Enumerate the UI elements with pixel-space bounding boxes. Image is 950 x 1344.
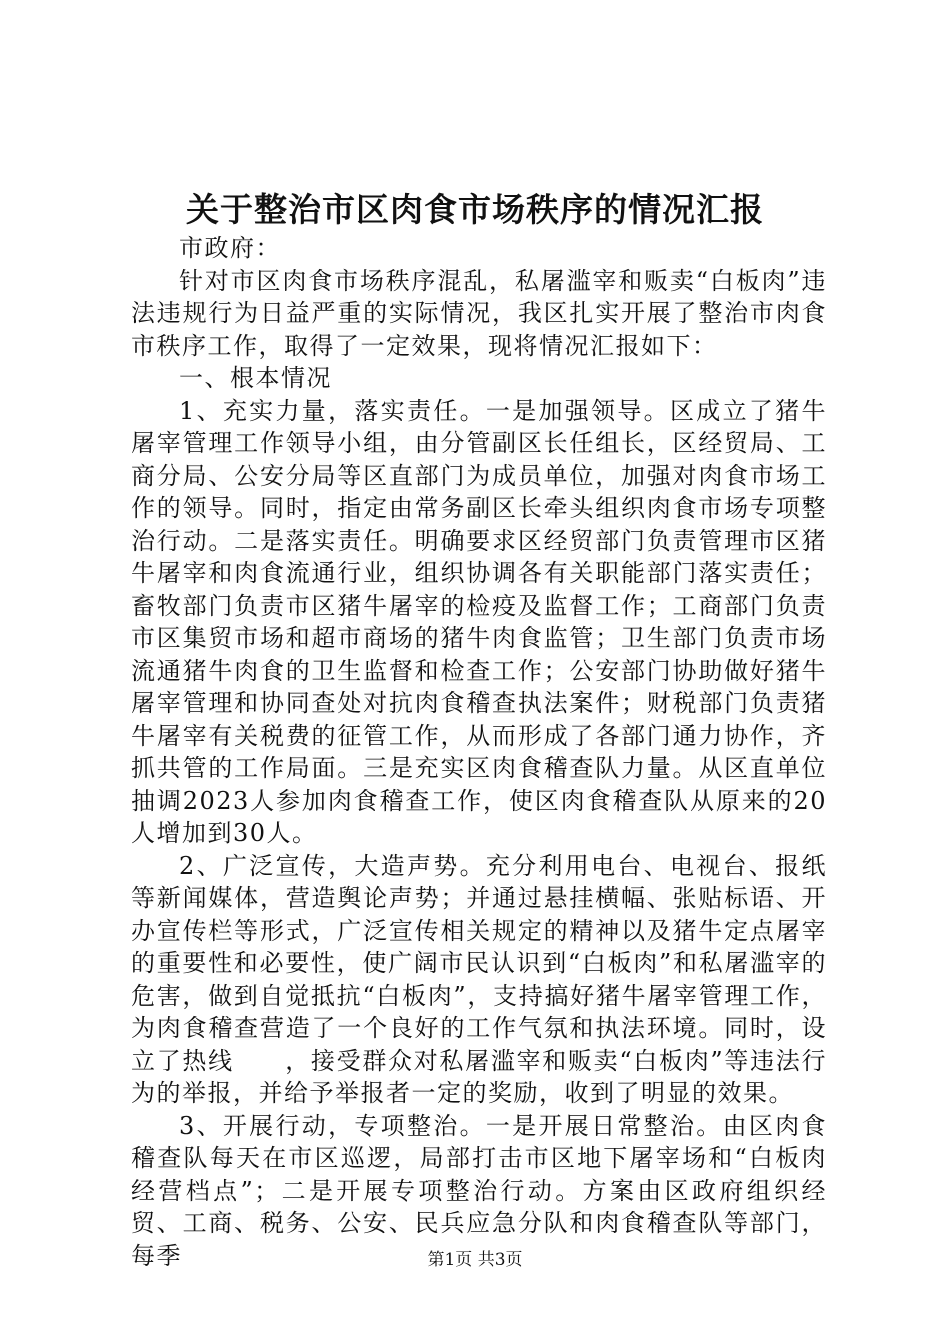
salutation: 市政府： [179,234,281,262]
paragraph-item-2: 2、广泛宣传，大造声势。充分利用电台、电视台、报纸等新闻媒体，营造舆论声势；并通过悬挂横幅、张贴标语、开办宣传栏等形式，广泛宣传相关规定的精神以及猪牛定点屠宰的重要性和必要性，使广阔市民认识到“白板肉”和私屠滥宰的危害，做到自觉抵抗“白板肉”，支持搞好猪牛屠宰管理工作，为肉食稽查营造了一个良好的工作气氛和执法环境。同时，设立了热线 ，接受群众对私屠滥宰和贩卖“白板肉”等违法行为的举报，并给予举报者一定的奖励，收到了明显的效果。 [131,851,827,1107]
paragraph-item-1: 1、充实力量，落实责任。一是加强领导。区成立了猪牛屠宰管理工作领导小组，由分管副区长任组长，区经贸局、工商分局、公安分局等区直部门为成员单位，加强对肉食市场工作的领导。同时，指定由常务副区长牵头组织肉食市场专项整治行动。二是落实责任。明确要求区经贸部门负责管理市区猪牛屠宰和肉食流通行业，组织协调各有关职能部门落实责任；畜牧部门负责市区猪牛屠宰的检疫及监督工作；工商部门负责市区集贸市场和超市商场的猪牛肉食监管；卫生部门负责市场流通猪牛肉食的卫生监督和检查工作；公安部门协助做好猪牛屠宰管理和协同查处对抗肉食稽查执法案件；财税部门负责猪牛屠宰有关税费的征管工作，从而形成了各部门通力协作，齐抓共管的工作局面。三是充实区肉食稽查队力量。从区直单位抽调2023人参加肉食稽查工作，使区肉食稽查队从原来的20人增加到30人。 [131,396,827,847]
paragraph-item-3: 3、开展行动，专项整治。一是开展日常整治。由区肉食稽查队每天在市区巡逻，局部打击市区地下屠宰场和“白板肉经营档点”；二是开展专项整治行动。方案由区政府组织经贸、工商、税务、公安、民兵应急分队和肉食稽查队等部门，每季 [131,1111,827,1270]
document-title: 关于整治市区肉食市场秩序的情况汇报 [186,190,764,229]
page-footer: 第1页 共3页 [427,1250,523,1270]
intro-paragraph: 针对市区肉食市场秩序混乱，私屠滥宰和贩卖“白板肉”违法违规行为日益严重的实际情况，我区扎实开展了整治市肉食市秩序工作，取得了一定效果，现将情况汇报如下： [131,266,827,360]
section-heading-basic-situation: 一、根本情况 [179,364,332,392]
document-body [131,232,827,1272]
